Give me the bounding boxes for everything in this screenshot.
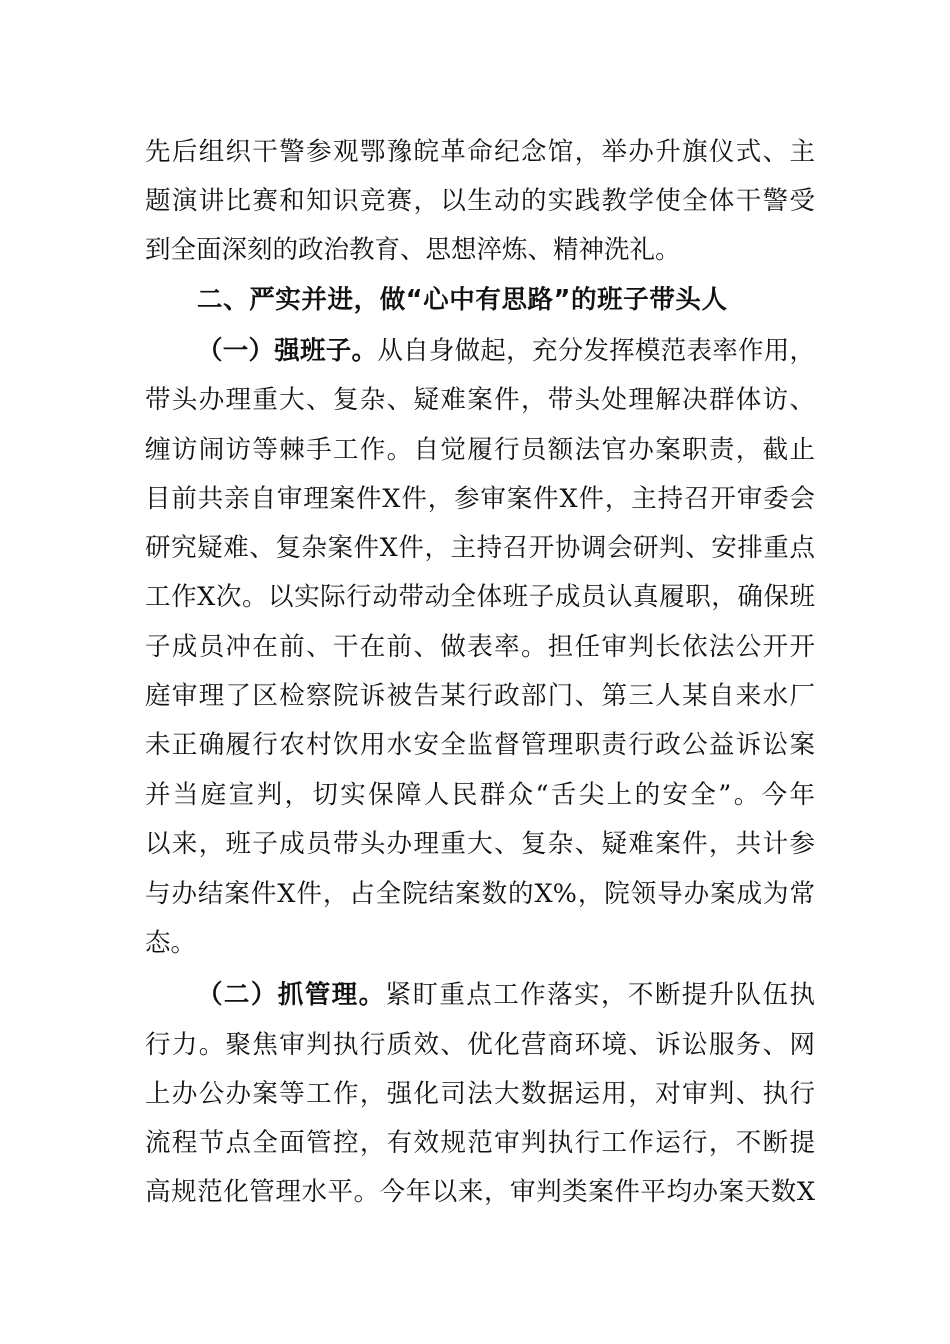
body-line: 题演讲比赛和知识竞赛，以生动的实践教学使全体干警受 [145,186,815,216]
section-heading: 二、严实并进，做“心中有思路”的班子带头人 [197,285,728,315]
body-line: 目前共亲自审理案件X件，参审案件X件，主持召开审委会 [145,484,815,514]
body-line: 先后组织干警参观鄂豫皖革命纪念馆，举办升旗仪式、主 [145,137,815,167]
body-line: 未正确履行农村饮用水安全监督管理职责行政公益诉讼案 [145,730,815,760]
body-line: 流程节点全面管控，有效规范审判执行工作运行，不断提 [145,1128,815,1158]
body-line: 工作X次。以实际行动带动全体班子成员认真履职，确保班 [145,582,815,612]
body-line: 与办结案件X件，占全院结案数的X%，院领导办案成为常 [145,879,815,909]
body-line: 以来，班子成员带头办理重大、复杂、疑难案件，共计参 [145,829,815,859]
paragraph-text: 从自身做起，充分发挥模范表率作用， [377,336,815,366]
body-line: 庭审理了区检察院诉被告某行政部门、第三人某自来水厂 [145,681,815,711]
body-line: 态。 [145,928,197,958]
body-line: 高规范化管理水平。今年以来，审判类案件平均办案天数X [145,1177,815,1207]
body-line: 研究疑难、复杂案件X件，主持召开协调会研判、安排重点 [145,533,815,563]
body-line: 行力。聚焦审判执行质效、优化营商环境、诉讼服务、网 [145,1030,815,1060]
paragraph-lead: （二）抓管理。 [197,980,386,1010]
body-line: 上办公办案等工作，强化司法大数据运用，对审判、执行 [145,1079,815,1109]
body-line: 带头办理重大、复杂、疑难案件，带头处理解决群体访、 [145,385,815,415]
paragraph-lead: （一）强班子。 [197,336,378,366]
body-line: 到全面深刻的政治教育、思想淬炼、精神洗礼。 [145,235,681,265]
paragraph-first-line [197,331,815,371]
body-line: 缠访闹访等棘手工作。自觉履行员额法官办案职责，截止 [145,435,815,465]
body-line: 并当庭宣判，切实保障人民群众“舌尖上的安全”。今年 [145,780,815,810]
paragraph-first-line [197,975,815,1015]
paragraph-text: 紧盯重点工作落实，不断提升队伍执 [385,980,815,1010]
body-line: 子成员冲在前、干在前、做表率。担任审判长依法公开开 [145,632,815,662]
